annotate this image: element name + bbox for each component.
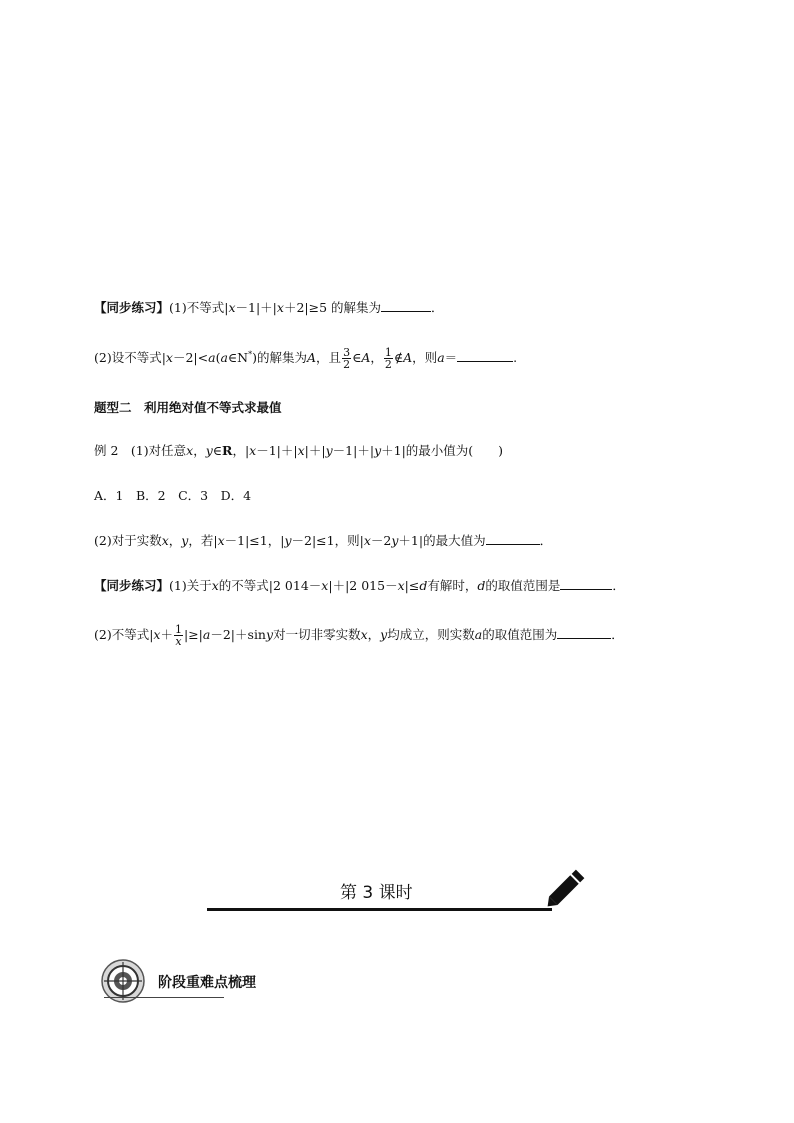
- fraction-one-half: $\frac{1}{2}$: [384, 346, 392, 372]
- example-2-line-1: 例 2 (1)对任意x，y∈R，|x－1|＋|x|＋|y－1|＋|y＋1|的最小值为( ): [94, 443, 504, 458]
- pencil-icon: [540, 862, 592, 918]
- lesson-title: 第 3 课时: [340, 883, 413, 903]
- stage-title-underline: [104, 997, 224, 998]
- lesson-title-underline: [207, 908, 552, 911]
- stage-title: 阶段重难点梳理: [158, 975, 256, 991]
- answer-blank[interactable]: [381, 299, 431, 312]
- answer-blank[interactable]: [486, 532, 540, 545]
- example-2-options: A．1 B．2 C．3 D．4: [94, 488, 252, 503]
- type-2-heading: 题型二 利用绝对值不等式求最值: [94, 400, 282, 415]
- practice-2-line-1: 【同步练习】(1)关于x的不等式|2 014－x|＋|2 015－x|≤d有解时，d的取值范围是 ．: [94, 578, 625, 593]
- target-icon: [100, 958, 146, 1008]
- answer-blank[interactable]: [560, 577, 612, 590]
- practice-1-line-1: 【同步练习】(1)不等式|x－1|＋|x＋2|≥5 的解集为 ．: [94, 300, 444, 315]
- example-2-line-2: (2)对于实数x，y，若|x－1|≤1，|y－2|≤1，则|x－2y＋1|的最大值为 ．: [94, 533, 553, 548]
- practice-2-line-2: (2)不等式|x＋ $\frac{1}{x}$ |≥|a－2|＋siny对一切非零实数x，y均成立，则实数a的取值范围为 ．: [94, 623, 624, 648]
- answer-blank[interactable]: [457, 349, 513, 362]
- answer-blank[interactable]: [557, 626, 611, 639]
- fraction-three-halves: $\frac{3}{2}$: [343, 346, 351, 372]
- fraction-one-over-x: $\frac{1}{x}$: [175, 623, 182, 648]
- practice-1-line-2: (2)设不等式|x－2|<a(a∈N*)的解集为A，且 $\frac{3}{2}$ ∈A， $\frac{1}{2}$ ∉A，则a＝ .: [94, 346, 518, 372]
